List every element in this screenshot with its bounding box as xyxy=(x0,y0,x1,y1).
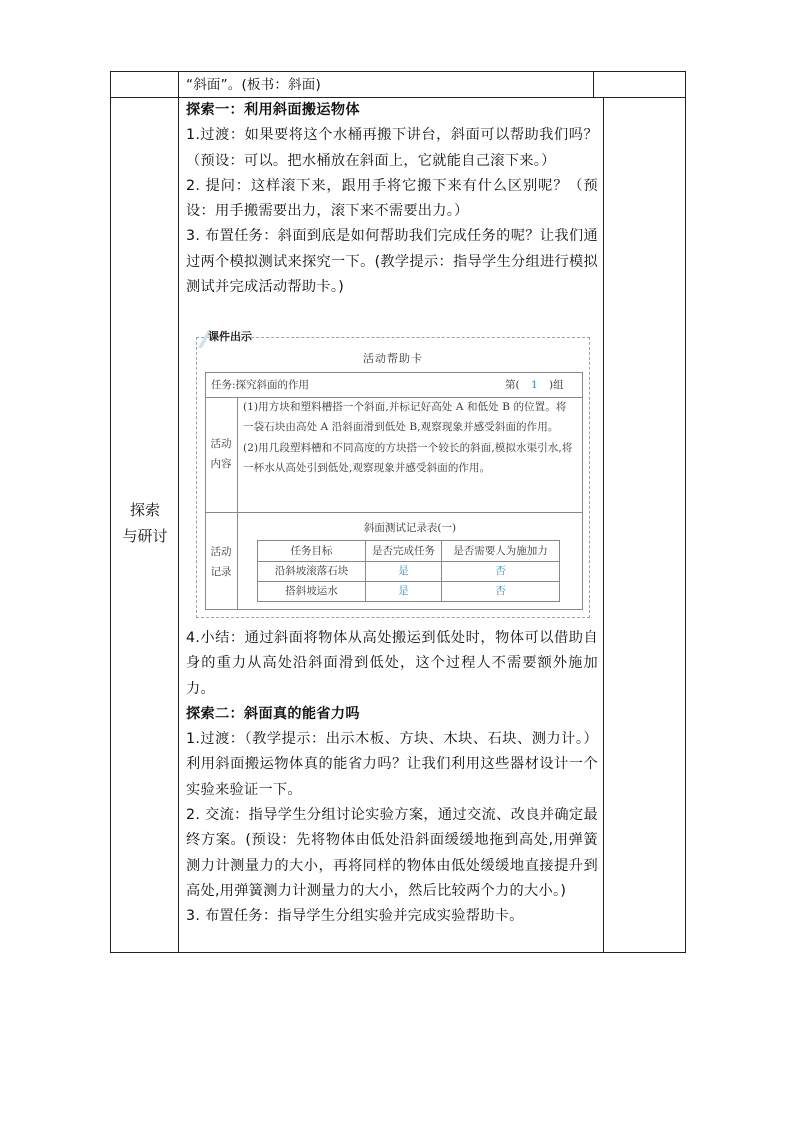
explore1-paragraph-1: 1.过渡：如果要将这个水桶再搬下讲台，斜面可以帮助我们吗？（预设：可以。把水桶放在斜面上，它就能自己滚下来。） xyxy=(186,127,598,169)
card-task-label: 任务:探究斜面的作用 xyxy=(211,379,310,391)
record-table-title: 斜面测试记录表(一) xyxy=(363,522,457,534)
card-content-label-line1: 活动 xyxy=(210,438,232,450)
card-group-suffix: )组 xyxy=(548,379,564,391)
section-label-line1: 探索 xyxy=(129,501,160,519)
card-group-number: 1 xyxy=(530,379,538,391)
record-header-completed: 是否完成任务 xyxy=(372,545,435,557)
card-content-item-2: (2)用几段塑料槽和不同高度的方块搭一个较长的斜面,模拟水渠引水,将一杯水从高处引到低处,观察现象并感受斜面的作用。 xyxy=(243,441,573,475)
record-header-target: 任务目标 xyxy=(290,545,333,557)
record-row2-target: 搭斜坡运水 xyxy=(285,585,338,597)
record-row2-completed: 是 xyxy=(398,585,409,597)
card-content-row-divider xyxy=(205,512,583,513)
record-row1-completed: 是 xyxy=(398,565,409,577)
record-row1-target: 沿斜坡滚落石块 xyxy=(274,565,349,577)
col2-divider xyxy=(603,97,604,953)
record-header-force: 是否需要人为施加力 xyxy=(453,545,548,557)
table-right-border xyxy=(685,71,686,953)
explore2-paragraph-2: 2. 交流：指导学生分组讨论实验方案，通过交流、改良并确定最终方案。(预设：先将物体由低处沿斜面缓缓地拖到高处,用弹簧测力计测量力的大小，再将同样的物体由低处缓缓地直接提升到高处,用弹簧测力计测量力的大小，然后比较两个力的大小。) xyxy=(186,807,598,899)
card-content-text xyxy=(243,397,577,479)
explore2-block xyxy=(186,626,598,930)
record-row2-force: 否 xyxy=(495,585,506,597)
explore1-paragraph-2: 2. 提问：这样滚下来，跟用手将它搬下来有什么区别呢？（预设：用手搬需要出力，滚下来不需要出力。） xyxy=(186,177,598,220)
card-group xyxy=(505,377,564,392)
explore1-paragraph-3: 3. 布置任务：斜面到底是如何帮助我们完成任务的呢？让我们通过两个模拟测试来探究一下。(教学提示：指导学生分组进行模拟测试并完成活动帮助卡。) xyxy=(186,228,598,296)
table-top-border xyxy=(110,71,686,72)
card-group-prefix: 第( xyxy=(505,379,520,391)
card-record-label-line1: 活动 xyxy=(210,546,232,558)
card-content-label-line2: 内容 xyxy=(210,458,232,470)
section-label-line2: 与研讨 xyxy=(122,527,168,545)
explore1-summary: 4.小结：通过斜面将物体从高处搬运到低处时，物体可以借助自身的重力从高处沿斜面滑到低处，这个过程人不需要额外施加力。 xyxy=(186,630,598,697)
table-left-border xyxy=(110,71,111,953)
explore2-paragraph-3: 3. 布置任务：指导学生分组实验并完成实验帮助卡。 xyxy=(186,908,524,925)
card-title: 活动帮助卡 xyxy=(363,352,423,365)
table-bottom-border xyxy=(110,952,686,953)
card-tab-label: 课件出示 xyxy=(208,330,252,343)
card-record-label-line2: 记录 xyxy=(210,566,232,578)
card-content-label xyxy=(203,434,239,474)
col2-divider-row1 xyxy=(593,71,594,98)
explore2-paragraph-1: 1.过渡：（教学提示：出示木板、方块、木块、石块、测力计。）利用斜面搬运物体真的能省力吗？让我们利用这些器材设计一个实验来验证一下。 xyxy=(186,731,598,798)
row1-text: “斜面”。(板书：斜面) xyxy=(186,77,321,93)
record-table xyxy=(257,540,560,602)
explore1-block xyxy=(186,98,598,300)
explore1-heading: 探索一：利用斜面搬运物体 xyxy=(186,102,360,118)
card-content-item-1: (1)用方块和塑料槽搭一个斜面,并标记好高处 A 和低处 B 的位置。将一袋石块由高处 A 沿斜面滑到低处 B,观察现象并感受斜面的作用。 xyxy=(243,401,567,434)
section-label xyxy=(112,497,178,549)
col1-divider xyxy=(178,71,179,953)
explore2-heading: 探索二：斜面真的能省力吗 xyxy=(186,705,360,722)
card-record-label xyxy=(203,542,239,582)
record-row1-force: 否 xyxy=(495,565,506,577)
